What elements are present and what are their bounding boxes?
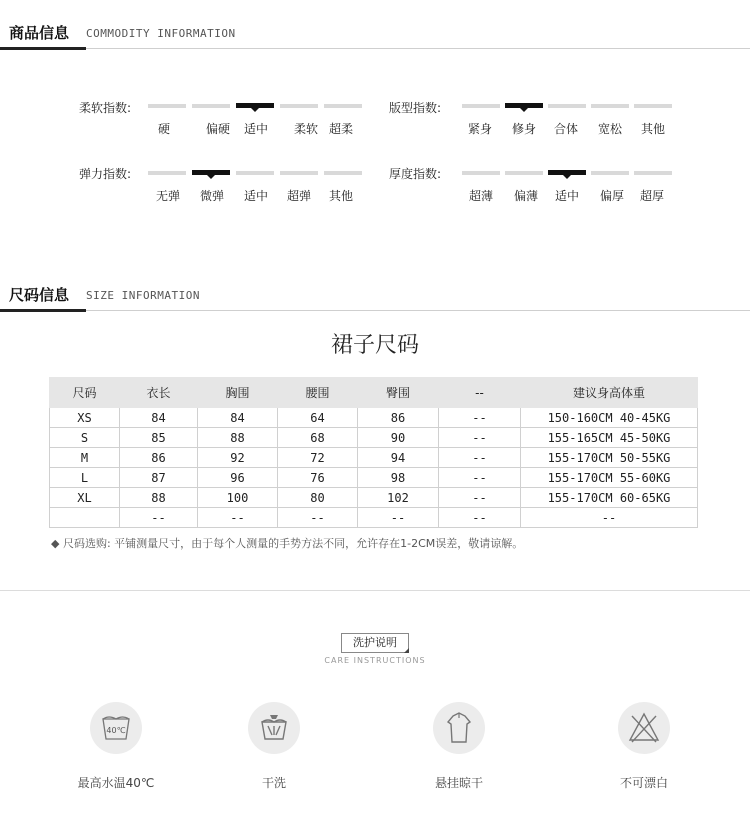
table-cell: 90 (358, 428, 439, 448)
scale-segment (462, 104, 500, 108)
table-cell: 85 (120, 428, 198, 448)
table-cell: 94 (358, 448, 439, 468)
scale-option: 适中 (554, 189, 579, 203)
scale-option: 超厚 (639, 189, 664, 203)
table-cell: -- (358, 508, 439, 528)
table-cell: -- (439, 428, 521, 448)
scale-option: 偏硬 (205, 122, 230, 136)
table-cell: 155-170CM 55-60KG (521, 468, 698, 488)
scale-segment-selected (236, 103, 274, 108)
table-cell: 96 (198, 468, 278, 488)
column-header: 腰围 (278, 378, 358, 408)
table-cell: 86 (358, 408, 439, 428)
scale-segment (324, 171, 362, 175)
care-item-wash-40 (56, 702, 176, 791)
table-cell: 86 (120, 448, 198, 468)
table-cell: 88 (120, 488, 198, 508)
scale-option: 适中 (243, 189, 268, 203)
commodity-info-title: 商品信息 (9, 24, 70, 42)
scale-option: 超薄 (468, 189, 493, 203)
column-header: 臀围 (358, 378, 439, 408)
scale-segment (591, 171, 629, 175)
care-item-dry-clean (214, 702, 334, 791)
svg-text:40℃: 40℃ (106, 726, 126, 735)
header-rule-accent (0, 47, 86, 50)
table-cell: -- (439, 508, 521, 528)
table-cell: 84 (120, 408, 198, 428)
dry-clean-icon (248, 702, 300, 754)
scale-segment-selected (548, 170, 586, 175)
scale-segment (505, 171, 543, 175)
table-row (50, 448, 698, 468)
care-item-no-bleach (584, 702, 704, 791)
table-cell: L (50, 468, 120, 488)
column-header: -- (439, 378, 521, 408)
scale-option: 微弹 (199, 189, 224, 203)
attribute-label: 柔软指数: (79, 101, 132, 115)
table-cell: M (50, 448, 120, 468)
size-note: ◆ 尺码选购: 平铺测量尺寸，由于每个人测量的手势方法不同，允许存在1-2CM误差，敬请谅解。 (51, 537, 524, 550)
care-item-hang-dry (399, 702, 519, 791)
care-label: 不可漂白 (619, 776, 668, 790)
scale-segment (192, 104, 230, 108)
column-header: 建议身高体重 (521, 378, 698, 408)
scale-option: 合体 (553, 122, 578, 136)
attribute-label: 厚度指数: (389, 167, 442, 181)
scale-option: 超柔 (328, 122, 353, 136)
scale-segment (236, 171, 274, 175)
header-rule (0, 48, 750, 49)
scale-option: 偏厚 (599, 189, 624, 203)
scale-option: 适中 (243, 122, 268, 136)
scale-segment (148, 104, 186, 108)
table-row (50, 408, 698, 428)
attribute-scale (462, 171, 687, 211)
table-cell: 150-160CM 40-45KG (521, 408, 698, 428)
table-cell: 76 (278, 468, 358, 488)
scale-segment (324, 104, 362, 108)
scale-segment-selected (192, 170, 230, 175)
scale-option: 偏薄 (513, 189, 538, 203)
size-info-title: 尺码信息 (9, 286, 70, 304)
table-row (50, 468, 698, 488)
table-cell: XS (50, 408, 120, 428)
care-label: 干洗 (261, 776, 286, 790)
care-label: 最高水温40℃ (77, 776, 155, 790)
attribute-label: 弹力指数: (79, 167, 132, 181)
size-table (49, 377, 698, 528)
table-cell: 155-165CM 45-50KG (521, 428, 698, 448)
no-bleach-icon (618, 702, 670, 754)
attribute-label: 版型指数: (389, 101, 442, 115)
table-cell: XL (50, 488, 120, 508)
table-cell: S (50, 428, 120, 448)
section-divider (0, 590, 750, 591)
table-row (50, 508, 698, 528)
table-row (50, 488, 698, 508)
scale-segment (148, 171, 186, 175)
scale-segment (634, 104, 672, 108)
size-table-title: 裙子尺码 (330, 333, 419, 358)
scale-option: 其他 (328, 189, 353, 203)
scale-option: 其他 (640, 122, 665, 136)
scale-segment (591, 104, 629, 108)
attribute-scale (462, 104, 687, 144)
size-info-header (0, 262, 750, 304)
scale-option: 修身 (511, 122, 536, 136)
table-cell: -- (439, 408, 521, 428)
table-cell: -- (439, 468, 521, 488)
table-cell: -- (278, 508, 358, 528)
commodity-info-header (0, 0, 750, 42)
table-cell: 87 (120, 468, 198, 488)
table-cell: -- (439, 448, 521, 468)
size-info-subtitle: SIZE INFORMATION (86, 289, 200, 302)
care-label: 悬挂晾干 (434, 776, 483, 790)
scale-segment (634, 171, 672, 175)
scale-option: 紧身 (467, 122, 492, 136)
table-cell: 100 (198, 488, 278, 508)
table-cell: 68 (278, 428, 358, 448)
scale-segment-selected (505, 103, 543, 108)
wash-40-icon (90, 702, 142, 754)
scale-segment (280, 171, 318, 175)
attribute-scale (148, 104, 373, 144)
scale-option: 宽松 (597, 122, 622, 136)
hang-dry-icon (433, 702, 485, 754)
scale-segment (280, 104, 318, 108)
commodity-info-subtitle: COMMODITY INFORMATION (86, 27, 236, 40)
table-header-row (50, 378, 698, 408)
scale-option: 硬 (157, 122, 170, 136)
scale-option: 超弹 (286, 189, 311, 203)
scale-segment (462, 171, 500, 175)
table-cell: -- (439, 488, 521, 508)
table-cell: 155-170CM 60-65KG (521, 488, 698, 508)
care-instructions-title: 洗护说明 (341, 633, 409, 653)
column-header: 衣长 (120, 378, 198, 408)
scale-option: 无弹 (155, 189, 180, 203)
scale-segment (548, 104, 586, 108)
scale-option: 柔软 (293, 122, 318, 136)
table-cell: 88 (198, 428, 278, 448)
table-cell: 92 (198, 448, 278, 468)
table-cell: 72 (278, 448, 358, 468)
column-header: 胸围 (198, 378, 278, 408)
care-instructions-subtitle: CARE INSTRUCTIONS (324, 656, 426, 665)
table-cell (50, 508, 120, 528)
table-cell: 98 (358, 468, 439, 488)
header-rule-accent (0, 309, 86, 312)
table-row (50, 428, 698, 448)
table-cell: -- (521, 508, 698, 528)
table-cell: 155-170CM 50-55KG (521, 448, 698, 468)
table-cell: 64 (278, 408, 358, 428)
table-cell: 80 (278, 488, 358, 508)
attribute-scale (148, 171, 373, 211)
table-cell: 102 (358, 488, 439, 508)
table-cell: 84 (198, 408, 278, 428)
table-cell: -- (120, 508, 198, 528)
table-cell: -- (198, 508, 278, 528)
column-header: 尺码 (50, 378, 120, 408)
header-rule (0, 310, 750, 311)
